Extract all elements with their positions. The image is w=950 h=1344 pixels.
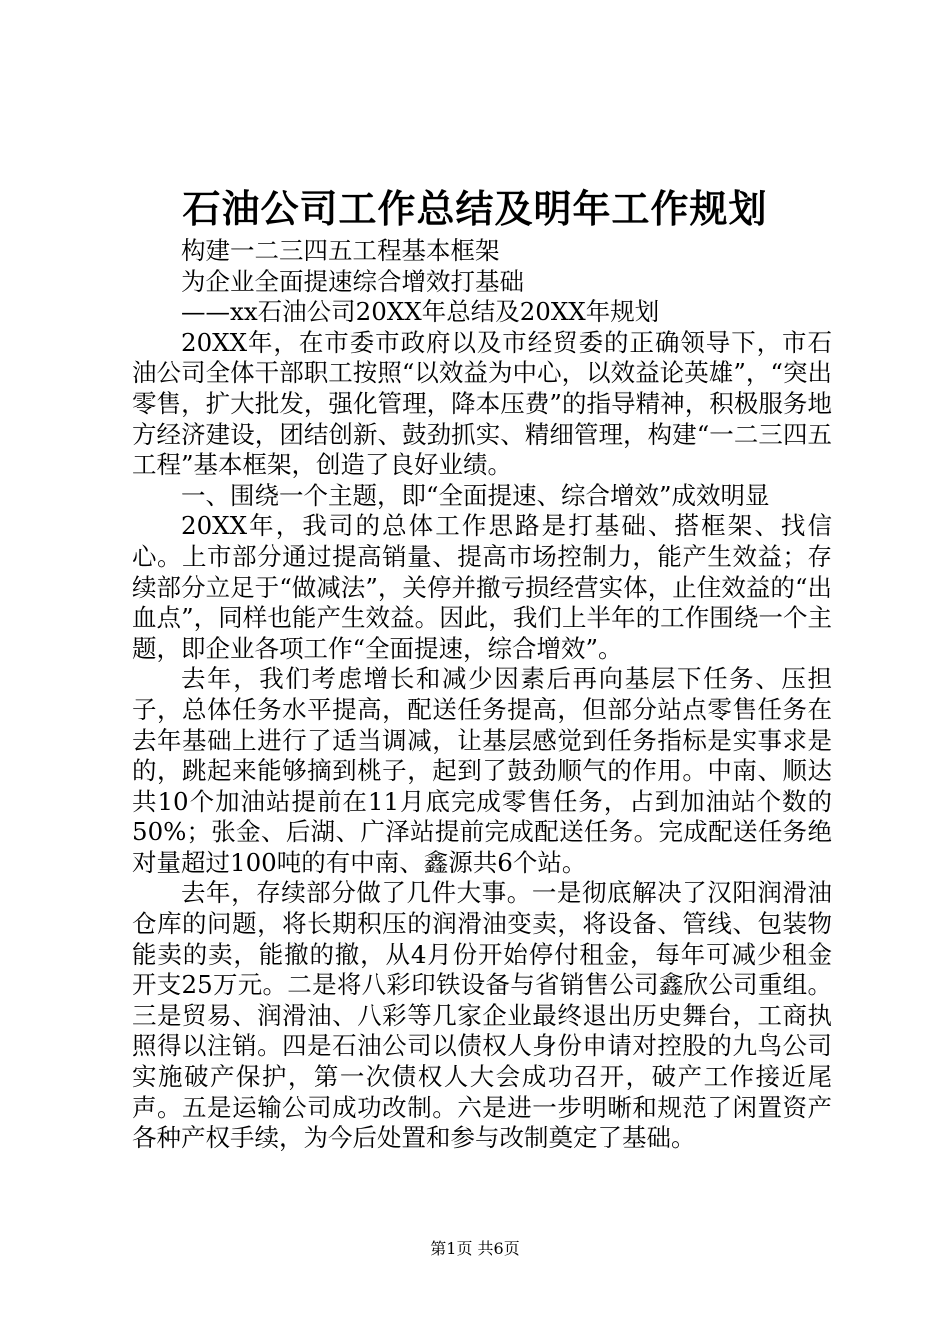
page-number-footer: 第1页 共6页 <box>430 1239 520 1258</box>
paragraph-intro: 20XX年，在市委市政府以及市经贸委的正确领导下，市石油公司全体干部职工按照“以效益为中心，以效益论英雄”，“突出零售，扩大批发，强化管理，降本压费”的指导精神，积极服务地方经济建设，团结创新、鼓劲抓实、精细管理，构建“一二三四五工程”基本框架，创造了良好业绩。 <box>132 327 832 480</box>
document-title: 石油公司工作总结及明年工作规划 <box>182 186 768 231</box>
subtitle-line-3: ——xx石油公司20XX年总结及20XX年规划 <box>181 297 660 327</box>
paragraph-major-events: 去年，存续部分做了几件大事。一是彻底解决了汉阳润滑油仓库的问题，将长期积压的润滑油变卖，将设备、管线、包装物能卖的卖，能撤的撤，从4月份开始停付租金，每年可减少租金开支25万元。二是将八彩印铁设备与省销售公司鑫欣公司重组。三是贸易、润滑油、八彩等几家企业最终退出历史舞台，工商执照得以注销。四是石油公司以债权人身份申请对控股的九鸟公司实施破产保护，第一次债权人大会成功召开，破产工作接近尾声。五是运输公司成功改制。六是进一步明晰和规范了闲置资产各种产权手续，为今后处置和参与改制奠定了基础。 <box>132 878 832 1153</box>
paragraph-work-approach: 20XX年，我司的总体工作思路是打基础、搭框架、找信心。上市部分通过提高销量、提高市场控制力，能产生效益；存续部分立足于“做减法”，关停并撤亏损经营实体，止住效益的“出血点”，同样也能产生效益。因此，我们上半年的工作围绕一个主题，即企业各项工作“全面提速，综合增效”。 <box>132 511 832 663</box>
document-body <box>132 236 832 1154</box>
paragraph-tasks: 去年，我们考虑增长和减少因素后再向基层下任务、压担子，总体任务水平提高，配送任务提高，但部分站点零售任务在去年基础上进行了适当调减，让基层感觉到任务指标是实事求是的，跳起来能够摘到桃子，起到了鼓劲顺气的作用。中南、顺达共10个加油站提前在11月底完成零售任务，占到加油站个数的50%；张金、后湖、广泽站提前完成配送任务。完成配送任务绝对量超过100吨的有中南、鑫源共6个站。 <box>132 664 832 877</box>
subtitle-line-1: 构建一二三四五工程基本框架 <box>181 236 500 265</box>
section-heading-1: 一、围绕一个主题，即“全面提速、综合增效”成效明显 <box>181 480 770 510</box>
subtitle-line-2: 为企业全面提速综合增效打基础 <box>181 266 524 296</box>
